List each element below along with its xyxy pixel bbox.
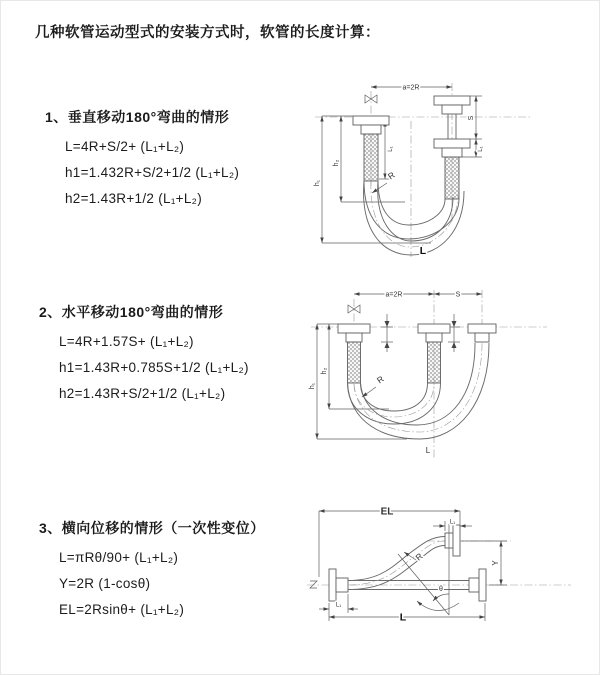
- dim-label-h2: h₂: [321, 367, 328, 375]
- formula-line: L=4R+1.57S+ (L₁+L₂): [59, 334, 194, 349]
- dim-label-travel-s: S: [455, 291, 461, 299]
- left-flange-fitting: [329, 569, 348, 601]
- length-label: L: [399, 611, 407, 624]
- left-riser-fitting: [338, 324, 370, 383]
- hose-curves: [348, 343, 490, 439]
- diagram-3-drawing: [299, 497, 591, 649]
- dim-label-l1-top: L₁: [449, 519, 456, 526]
- formula-line: Y=2R (1-cosθ): [59, 576, 151, 591]
- dim-label-l1-left: L₁: [335, 602, 342, 609]
- formula-line: h2=1.43R+S/2+1/2 (L₁+L₂): [59, 386, 226, 401]
- dim-label-h1: h₁: [309, 382, 316, 390]
- length-label: L: [425, 446, 431, 455]
- length-label: L: [419, 245, 427, 257]
- formula-line: EL=2Rsinθ+ (L₁+L₂): [59, 602, 185, 617]
- dim-label-span: a=2R: [385, 291, 403, 299]
- dim-label-h1: h₁: [314, 179, 321, 187]
- dim-label-l1-left: L₁: [388, 146, 394, 152]
- diagram-2-drawing: [307, 281, 555, 471]
- displaced-hose-curve: [348, 537, 445, 590]
- dim-label-span: a=2R: [402, 84, 420, 92]
- radius-callout: [362, 374, 386, 397]
- radius-label: R: [413, 550, 425, 563]
- section-3-heading: 3、横向位移的情形（一次性变位）: [39, 520, 265, 536]
- radius-callout: [404, 551, 425, 563]
- formula-line: h1=1.432R+S/2+1/2 (L₁+L₂): [65, 165, 240, 180]
- section-lateral-displacement: [39, 518, 265, 623]
- formula-line: L=4R+S/2+ (L₁+L₂): [65, 139, 185, 154]
- right-flange-fitting: [469, 569, 486, 601]
- right-riser-fitting: [468, 324, 496, 342]
- formula-line: h2=1.43R+1/2 (L₁+L₂): [65, 191, 203, 206]
- section-3-formulas: [59, 545, 265, 623]
- centerlines: [315, 83, 531, 257]
- dim-label-h2: h₂: [333, 159, 340, 167]
- section-vertical-movement: [45, 107, 239, 212]
- formula-line: h1=1.43R+0.785S+1/2 (L₁+L₂): [59, 360, 249, 375]
- middle-riser-fitting: [418, 324, 450, 383]
- section-horizontal-movement: [39, 302, 249, 407]
- left-riser-fitting: [353, 116, 389, 181]
- break-mark: [310, 581, 317, 588]
- section-2-formulas: [59, 329, 249, 407]
- radius-label: R: [385, 169, 397, 182]
- formula-line: L=πRθ/90+ (L₁+L₂): [59, 550, 179, 565]
- page-title: 几种软管运动型式的安装方式时，软管的长度计算：: [35, 25, 380, 41]
- angle-theta-label: θ: [439, 586, 443, 593]
- diagram-1-drawing: [313, 71, 541, 263]
- section-1-formulas: [65, 134, 239, 212]
- upper-flange-fitting: [445, 525, 460, 556]
- dim-label-l1-right: L₁: [478, 146, 484, 152]
- diagram-vertical-u-bend: [313, 71, 541, 263]
- dim-label-travel-s: S: [468, 115, 475, 121]
- diagram-lateral-displacement: [299, 497, 591, 649]
- dim-label-el: EL: [380, 506, 394, 518]
- dim-label-y: Y: [491, 560, 500, 566]
- diagram-horizontal-u-bend: [307, 281, 555, 471]
- right-riser-fitting: [434, 96, 470, 199]
- section-1-heading: 1、垂直移动180°弯曲的情形: [45, 109, 230, 125]
- radius-label: R: [374, 373, 386, 386]
- dimension-lines: [319, 507, 507, 624]
- section-2-heading: 2、水平移动180°弯曲的情形: [39, 304, 224, 320]
